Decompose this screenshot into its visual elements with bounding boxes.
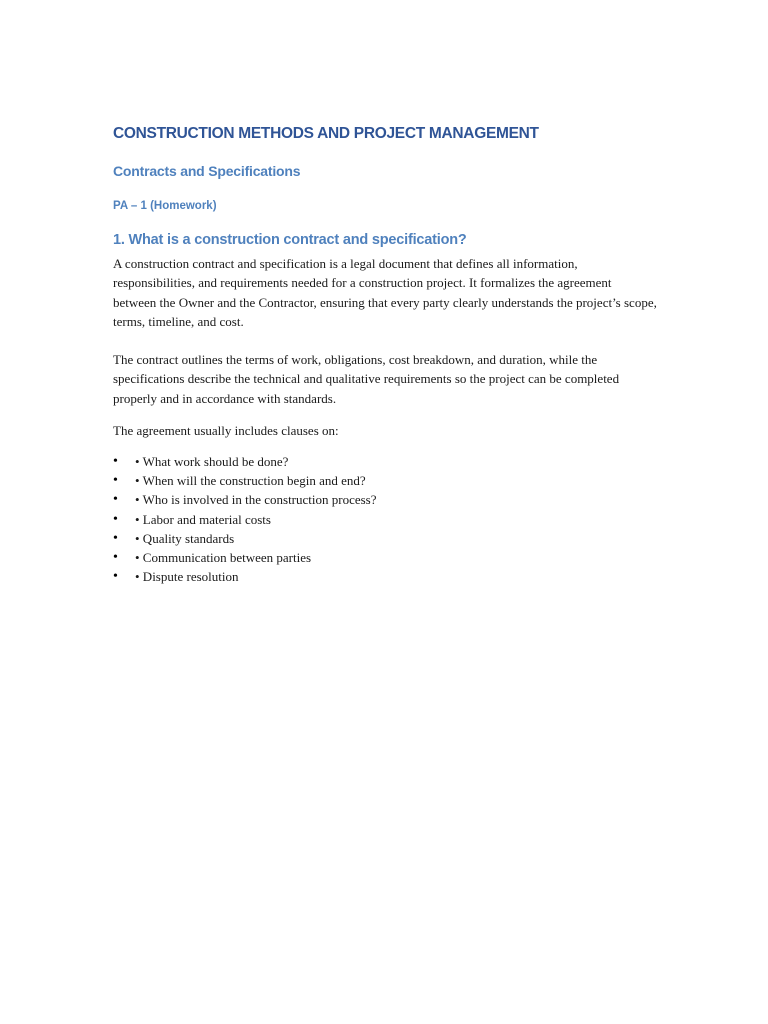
bullet-icon: • — [113, 473, 118, 489]
bullet-icon: • — [113, 549, 118, 565]
paragraph-definition: A construction contract and specification is a legal document that defines all information, responsibilities, and requirements needed for a construction project. It formalizes the agreement between the Owner and the Contractor, ensuring that every party clearly understands the project’s scope, terms, timeline, and cost. — [113, 256, 657, 329]
document-title: CONSTRUCTION METHODS AND PROJECT MANAGEMENT — [113, 125, 539, 142]
paragraph-contract-outline: The contract outlines the terms of work, obligations, cost breakdown, and duration, while the specifications describe the technical and qualitative requirements so the project can be completed properly and in accordance with standards. — [113, 352, 620, 406]
list-item — [113, 548, 377, 567]
list-item-text: • Who is involved in the construction process? — [135, 492, 377, 508]
bullet-icon: • — [113, 569, 118, 585]
list-item-text: • Dispute resolution — [135, 569, 239, 585]
clauses-list — [113, 452, 377, 586]
list-item — [113, 567, 377, 586]
list-item-text: • Quality standards — [135, 530, 235, 546]
paragraph-clauses-intro: The agreement usually includes clauses on: — [113, 423, 339, 438]
list-item — [113, 452, 377, 471]
list-item-text: • What work should be done? — [135, 454, 289, 469]
list-item — [113, 471, 377, 490]
document-subtitle: Contracts and Specifications — [113, 163, 301, 179]
list-item — [113, 490, 377, 509]
list-item — [113, 510, 377, 529]
bullet-icon: • — [113, 492, 118, 508]
list-item-text: • Labor and material costs — [135, 511, 271, 527]
bullet-icon: • — [113, 454, 118, 469]
section-heading: 1. What is a construction contract and specification? — [113, 232, 467, 248]
bullet-icon: • — [113, 511, 118, 527]
list-item — [113, 529, 377, 548]
list-item-text: • Communication between parties — [135, 549, 312, 565]
assignment-label: PA – 1 (Homework) — [113, 200, 217, 212]
list-item-text: • When will the construction begin and end? — [135, 473, 366, 489]
bullet-icon: • — [113, 530, 118, 546]
